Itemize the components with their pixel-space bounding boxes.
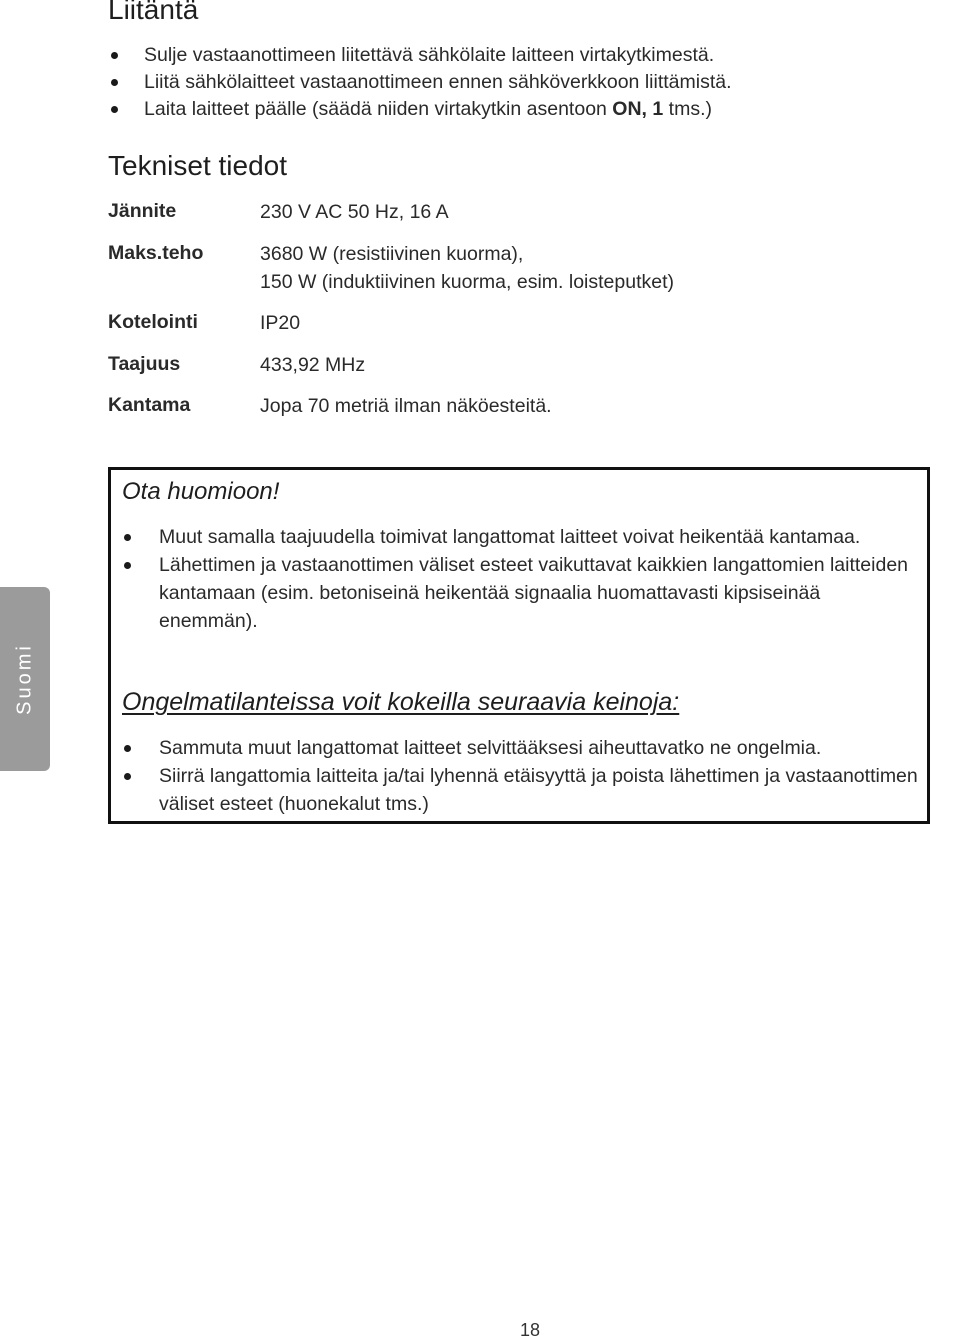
list-item: Lähettimen ja vastaanottimen väliset esteet vaikuttavat kaikkien langattomien laitteiden kantamaan (esim. betoniseinä heikentää signaalia huomattavasti kipsiseinää enemmän). [122,551,922,635]
spec-value-range: Jopa 70 metriä ilman näköesteitä. [260,395,552,417]
spec-label-max-power: Maks.teho [108,242,204,264]
section-heading-specs: Tekniset tiedot [108,150,287,181]
list-item: Siirrä langattomia laitteita ja/tai lyhennä etäisyyttä ja poista lähettimen ja vastaanottimen väliset esteet (huonekalut tms.) [122,762,922,818]
troubleshoot-bullet-list [122,734,922,818]
spec-value-max-power [260,240,674,296]
spec-value-line: 150 W (induktiivinen kuorma, esim. loisteputket) [260,271,675,293]
spec-value-frequency: 433,92 MHz [260,354,366,376]
spec-label-range: Kantama [108,394,191,416]
language-tab-label: Suomi [13,643,36,715]
language-tab [0,587,50,771]
list-item: Sammuta muut langattomat laitteet selvittääksesi aiheuttavatko ne ongelmia. [122,734,922,762]
list-item: Liitä sähkölaitteet vastaanottimeen ennen sähköverkkoon liittämistä. [108,69,928,96]
list-item-text: Laita laitteet päälle (säädä niiden virtakytkin asentoon [144,98,613,120]
list-item: Sulje vastaanottimeen liitettävä sähkölaite laitteen virtakytkimestä. [108,42,928,69]
spec-value-enclosure: IP20 [260,312,301,334]
list-item: Muut samalla taajuudella toimivat langattomat laitteet voivat heikentää kantamaa. [122,523,922,551]
spec-label-frequency: Taajuus [108,353,181,375]
list-item-text-end: tms.) [663,98,712,120]
notice-bullet-list [122,523,922,635]
connection-bullet-list [108,42,928,123]
notice-title: Ota huomioon! [122,478,280,505]
list-item [108,96,928,123]
switch-position-label: ON, 1 [612,98,664,120]
spec-value-line: 3680 W (resistiivinen kuorma), [260,243,524,265]
spec-value-voltage: 230 V AC 50 Hz, 16 A [260,201,449,223]
page-number: 18 [519,1320,541,1340]
troubleshoot-title: Ongelmatilanteissa voit kokeilla seuraavia keinoja: [122,688,680,716]
spec-label-enclosure: Kotelointi [108,311,198,333]
section-heading-connection: Liitäntä [108,0,199,25]
spec-label-voltage: Jännite [108,200,177,222]
